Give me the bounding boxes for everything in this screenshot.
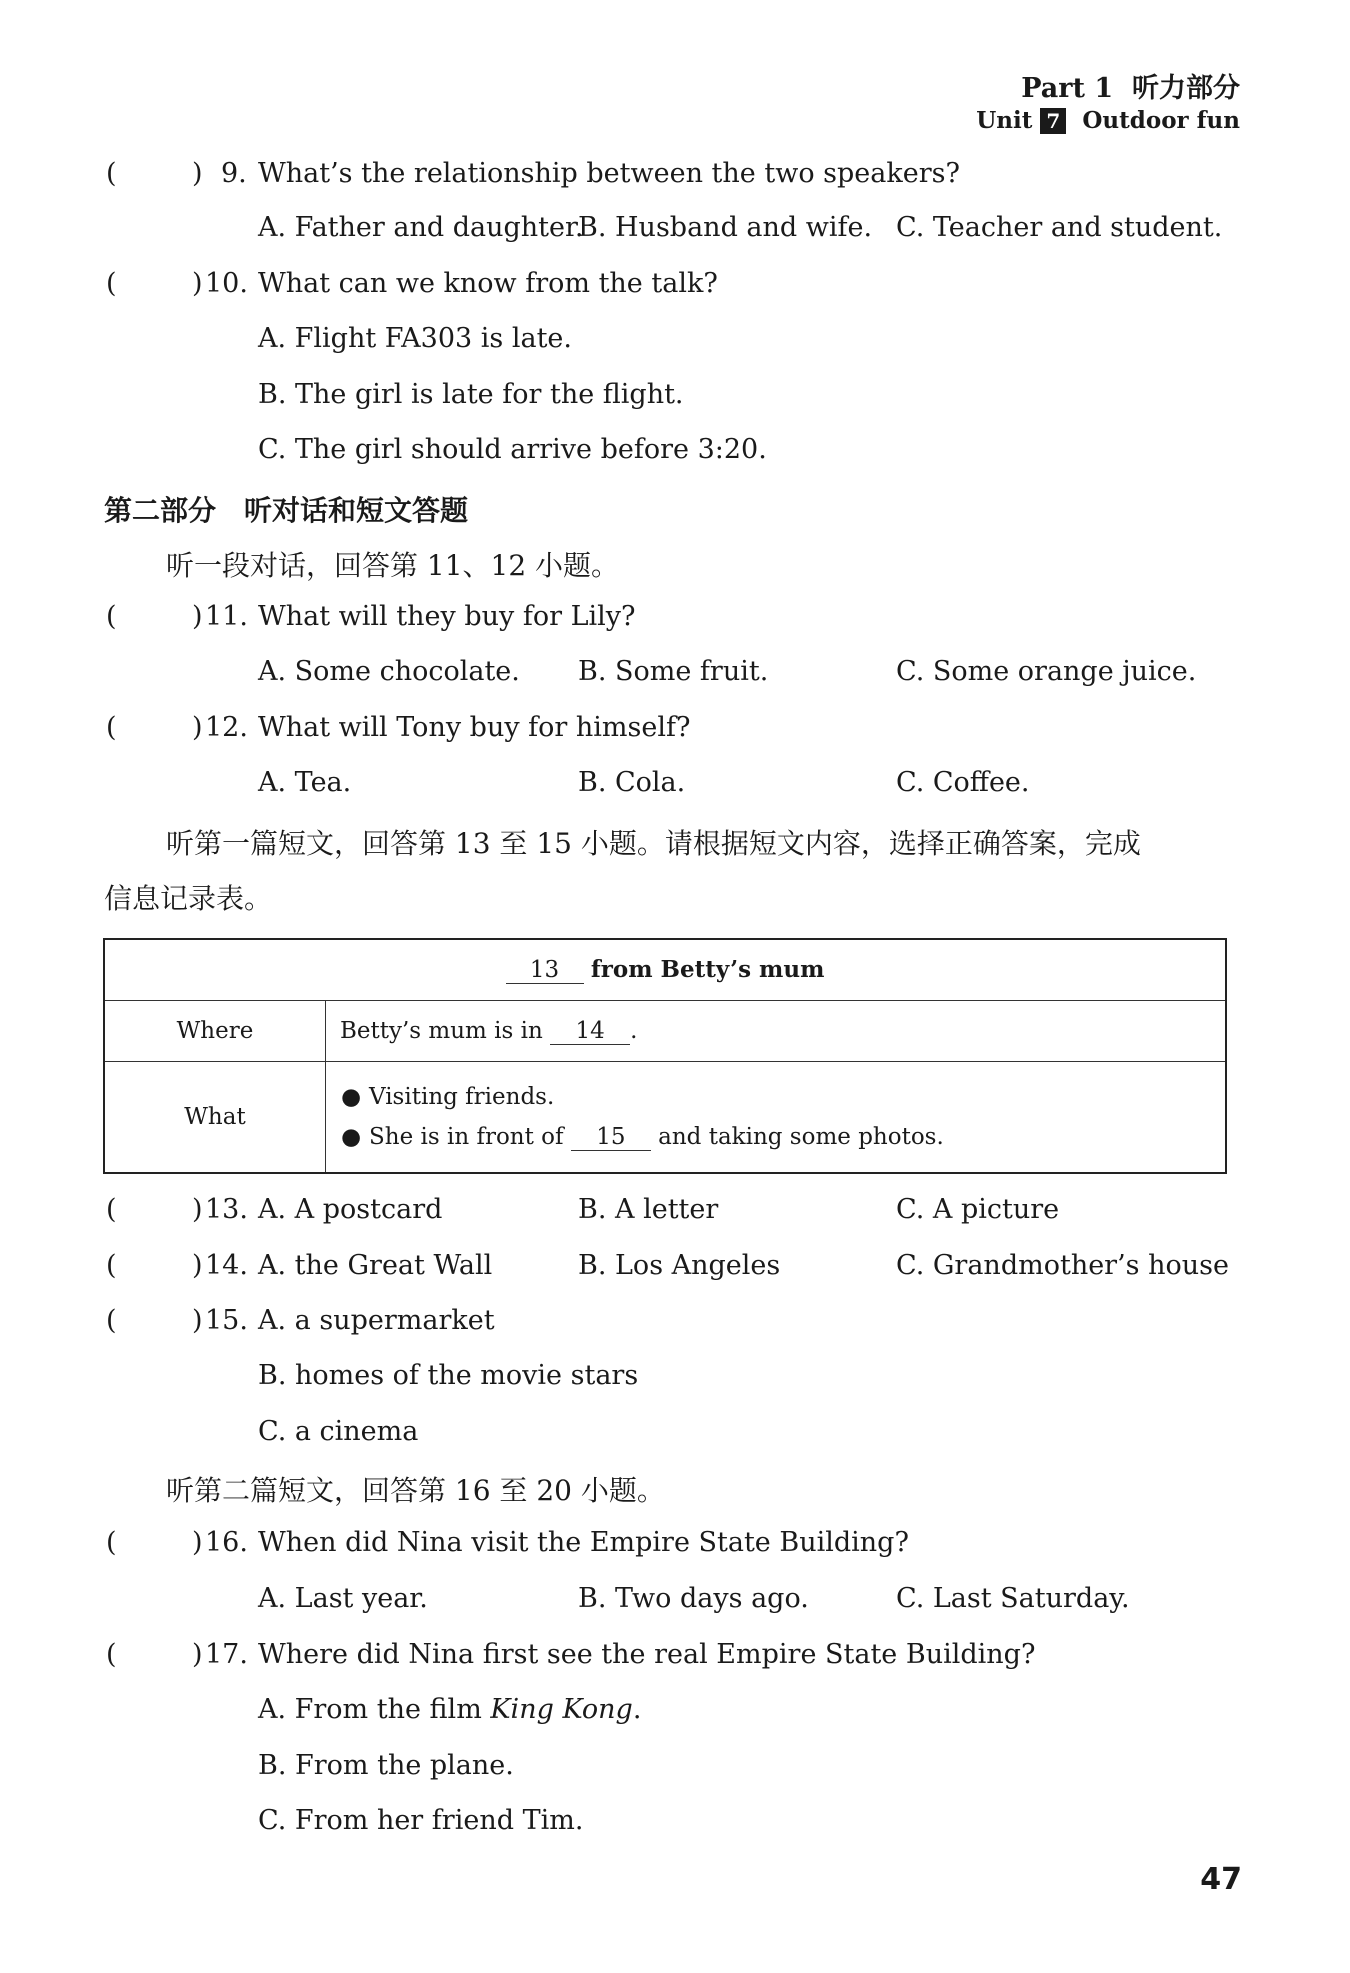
question-number: 17.: [205, 1639, 248, 1670]
where-cell: [326, 1001, 1227, 1062]
answer-paren-close: ): [192, 1250, 203, 1281]
unit-number-badge: 7: [1040, 108, 1066, 134]
blank-14[interactable]: 14: [550, 1018, 630, 1045]
part-label: Part 1: [1021, 73, 1114, 104]
question-text: When did Nina visit the Empire State Building?: [258, 1527, 909, 1558]
question-text: What will Tony buy for himself?: [258, 712, 691, 743]
caption-text: from Betty’s mum: [590, 956, 825, 983]
where-end: .: [630, 1017, 638, 1044]
bullet-text-end: and taking some photos.: [658, 1123, 944, 1150]
option-a[interactable]: A. Some chocolate.: [258, 656, 520, 687]
option-b[interactable]: B. From the plane.: [258, 1750, 514, 1781]
option-a-text: A. From the film: [258, 1694, 482, 1725]
option-a[interactable]: A. the Great Wall: [258, 1250, 493, 1281]
unit-title: Outdoor fun: [1082, 107, 1240, 134]
question-text: What’s the relationship between the two speakers?: [258, 158, 960, 189]
film-title: King Kong: [490, 1694, 633, 1725]
unit-label: Unit: [976, 107, 1033, 134]
instruction: 听第一篇短文，回答第 13 至 15 小题。请根据短文内容，选择正确答案，完成: [166, 827, 1141, 860]
instruction: 听第二篇短文，回答第 16 至 20 小题。: [166, 1474, 665, 1507]
question-number: 13.: [205, 1194, 248, 1225]
option-b[interactable]: B. Two days ago.: [578, 1583, 809, 1614]
answer-paren-close: ): [192, 712, 203, 743]
bullet-item: [341, 1084, 1224, 1110]
option-b[interactable]: B. homes of the movie stars: [258, 1360, 639, 1391]
option-a[interactable]: [258, 1694, 641, 1725]
option-c[interactable]: C. A picture: [896, 1194, 1060, 1225]
question-text: Where did Nina first see the real Empire State Building?: [258, 1639, 1036, 1670]
answer-paren-open[interactable]: (: [106, 601, 117, 632]
option-c[interactable]: C. Grandmother’s house: [896, 1250, 1229, 1281]
info-record-table: [103, 938, 1227, 1174]
answer-paren-open[interactable]: (: [106, 1194, 117, 1225]
answer-paren-open[interactable]: (: [106, 1639, 117, 1670]
option-b[interactable]: B. Los Angeles: [578, 1250, 781, 1281]
option-c[interactable]: C. From her friend Tim.: [258, 1805, 584, 1836]
option-c[interactable]: C. Last Saturday.: [896, 1583, 1130, 1614]
answer-paren-close: ): [192, 1194, 203, 1225]
question-number: 14.: [205, 1250, 248, 1281]
answer-paren-close: ): [192, 601, 203, 632]
bullet-text: She is in front of: [369, 1123, 564, 1150]
question-text: What will they buy for Lily?: [258, 601, 636, 632]
answer-paren-close: ): [192, 268, 203, 299]
question-number: 10.: [205, 268, 248, 299]
part-cn-label: 听力部分: [1132, 73, 1240, 104]
what-cell: [326, 1062, 1227, 1174]
header-unit: [976, 107, 1240, 134]
option-a[interactable]: A. A postcard: [258, 1194, 443, 1225]
option-c[interactable]: C. Coffee.: [896, 767, 1030, 798]
option-c[interactable]: C. Some orange juice.: [896, 656, 1197, 687]
question-number: 12.: [205, 712, 248, 743]
option-b[interactable]: B. Husband and wife.: [578, 212, 873, 243]
option-a[interactable]: A. Tea.: [258, 767, 352, 798]
bullet-icon: ●: [341, 1083, 362, 1110]
row-label-what: What: [104, 1062, 326, 1174]
where-text: Betty’s mum is in: [340, 1017, 543, 1044]
answer-paren-close: ): [192, 1305, 203, 1336]
bullet-text: Visiting friends.: [369, 1083, 555, 1110]
instruction-continued: 信息记录表。: [104, 882, 273, 915]
option-c[interactable]: C. The girl should arrive before 3:20.: [258, 434, 767, 465]
option-b[interactable]: B. A letter: [578, 1194, 719, 1225]
page-number: 47: [1200, 1862, 1242, 1897]
table-caption: [104, 939, 1226, 1001]
answer-paren-open[interactable]: (: [106, 158, 117, 189]
answer-paren-open[interactable]: (: [106, 1527, 117, 1558]
row-label-where: Where: [104, 1001, 326, 1062]
bullet-icon: ●: [341, 1123, 362, 1150]
answer-paren-close: ): [192, 1527, 203, 1558]
option-c[interactable]: C. a cinema: [258, 1416, 419, 1447]
question-number: 9.: [221, 158, 247, 189]
option-a[interactable]: A. a supermarket: [258, 1305, 495, 1336]
question-number: 11.: [205, 601, 248, 632]
question-number: 16.: [205, 1527, 248, 1558]
option-a[interactable]: A. Last year.: [258, 1583, 428, 1614]
option-b[interactable]: B. Cola.: [578, 767, 686, 798]
blank-15[interactable]: 15: [571, 1124, 651, 1151]
option-a[interactable]: A. Father and daughter.: [258, 212, 584, 243]
answer-paren-open[interactable]: (: [106, 712, 117, 743]
option-b[interactable]: B. The girl is late for the flight.: [258, 379, 684, 410]
blank-13[interactable]: 13: [506, 957, 584, 984]
answer-paren-close: ): [192, 158, 203, 189]
bullet-item: [341, 1124, 1224, 1151]
answer-paren-open[interactable]: (: [106, 1305, 117, 1336]
answer-paren-open[interactable]: (: [106, 1250, 117, 1281]
option-b[interactable]: B. Some fruit.: [578, 656, 769, 687]
instruction: 听一段对话，回答第 11、12 小题。: [166, 549, 620, 582]
option-a[interactable]: A. Flight FA303 is late.: [258, 323, 572, 354]
question-number: 15.: [205, 1305, 248, 1336]
option-c[interactable]: C. Teacher and student.: [896, 212, 1223, 243]
option-a-end: .: [632, 1694, 642, 1725]
question-text: What can we know from the talk?: [258, 268, 718, 299]
answer-paren-open[interactable]: (: [106, 268, 117, 299]
section-title: 第二部分 听对话和短文答题: [104, 494, 469, 527]
answer-paren-close: ): [192, 1639, 203, 1670]
header-part: [1021, 66, 1240, 105]
